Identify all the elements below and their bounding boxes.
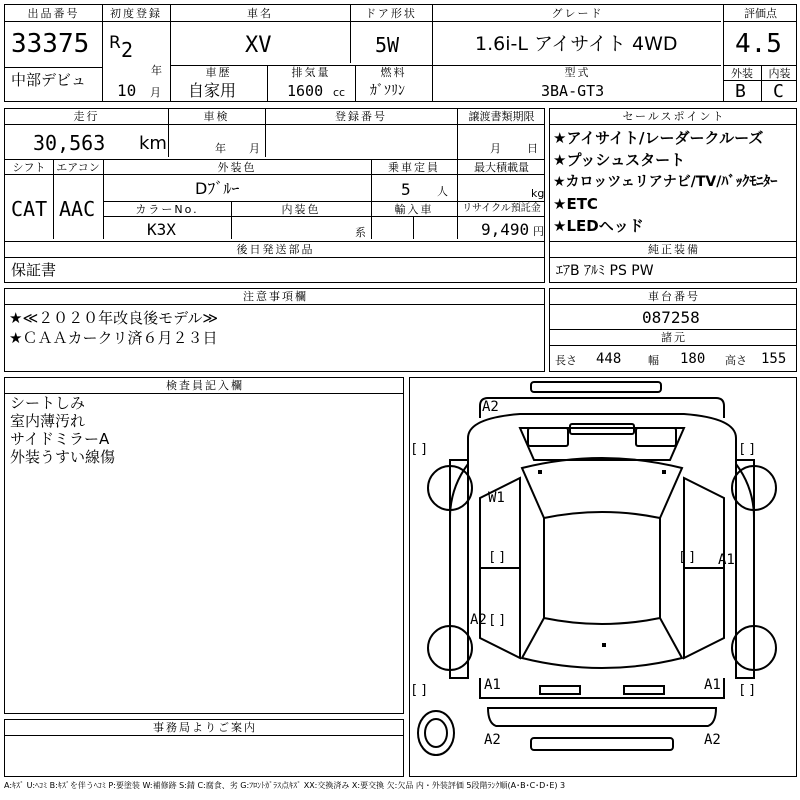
specs-label: 諸元 [661, 331, 687, 344]
damage-diagram [409, 377, 797, 777]
seats-label: 乗車定員 [388, 161, 440, 174]
mileage: 30,563 [33, 131, 106, 155]
color-no-label: カラーNo. [135, 203, 199, 216]
inspector-item: サイドミラーA [10, 430, 110, 448]
genuine-label: 純正装備 [648, 243, 700, 256]
score-label: 評価点 [744, 7, 777, 20]
load-unit: kg [531, 187, 545, 200]
interior-score: C [773, 81, 784, 102]
mileage-label: 走行 [73, 110, 100, 123]
width-label: 幅 [648, 354, 659, 367]
ac-label: エアコン [56, 161, 100, 174]
inspection-month-unit: 月 [249, 142, 260, 155]
sales-point-item: ★カロッツェリアナビ/TV/ﾊﾞｯｸﾓﾆﾀｰ [553, 174, 778, 190]
damage-mark: A1 [484, 677, 501, 693]
recycle: 9,490 [481, 220, 530, 239]
mileage-unit: km [139, 133, 167, 154]
era: R [109, 33, 121, 53]
damage-mark: A2 [484, 732, 501, 748]
displacement-label: 排気量 [291, 66, 331, 79]
width: 180 [680, 351, 706, 367]
int-color-unit: 系 [355, 226, 366, 239]
seats-unit: 人 [437, 185, 448, 198]
grade-label: グレード [551, 7, 604, 20]
sales-point-item: ★ETC [553, 195, 598, 213]
color-label: 外装色 [217, 161, 257, 174]
inspector-item: シートしみ [10, 394, 86, 412]
model-label: 型式 [564, 66, 591, 79]
lot-no-label: 出品番号 [27, 7, 80, 20]
sales-point-item: ★アイサイト/レーダークルーズ [553, 129, 764, 147]
shift: CAT [11, 197, 48, 221]
sales-points-label: セールスポイント [622, 110, 726, 123]
first-reg-year: 2 [121, 38, 134, 62]
bracket: [ ] [412, 442, 427, 457]
bracket: [ ] [740, 442, 755, 457]
bracket: [ ] [490, 613, 505, 628]
interior-label: 内装 [768, 67, 791, 80]
transfer-day-unit: 日 [527, 142, 538, 155]
door-label: ドア形状 [365, 7, 417, 20]
fuel: ｶﾞｿﾘﾝ [370, 83, 405, 99]
damage-mark: A2 [704, 732, 721, 748]
ac: AAC [59, 197, 96, 221]
inspector-item: 室内薄汚れ [10, 412, 86, 430]
inspector-block [4, 377, 404, 714]
fuel-label: 燃料 [380, 66, 407, 79]
office-label: 事務局よりご案内 [153, 721, 257, 734]
chassis-block [549, 288, 797, 372]
length-label: 長さ [555, 354, 577, 367]
seats: 5 [401, 180, 411, 199]
exterior-score: B [735, 81, 746, 102]
legend: A:ｷｽﾞ U:ﾍｺﾐ B:ｷｽﾞを伴うﾍｺﾐ P:要塗装 W:補修跡 S:錆 C:腐食、劣 G:ﾌﾛﾝﾄｶﾞﾗｽ点ｷｽﾞ XX:交換済み X:要交換 欠:欠品 内・外装評価 5段階ﾗﾝｸ順(A･B･C･D･E) 3 [4, 781, 566, 790]
import-label: 輸入車 [394, 203, 434, 216]
door: 5W [375, 33, 400, 57]
debut-label: 中部デビュ [11, 71, 87, 89]
color-no: K3X [147, 220, 176, 239]
damage-mark: A1 [718, 552, 735, 568]
shift-label: シフト [12, 161, 46, 174]
notes-block [4, 288, 545, 372]
accessories-label: 後日発送部品 [236, 243, 315, 256]
score: 4.5 [735, 29, 782, 59]
reg-no-label: 登録番号 [335, 110, 387, 123]
header-block [4, 4, 797, 102]
bracket: [ ] [412, 683, 427, 698]
recycle-unit: 円 [533, 225, 544, 238]
damage-mark: A1 [704, 677, 721, 693]
exterior-label: 外装 [731, 67, 753, 80]
bracket: [ ] [740, 683, 755, 698]
lot-no: 33375 [11, 29, 90, 59]
genuine-value: ｴｱB ｱﾙﾐ PS PW [556, 263, 654, 279]
inspector-item: 外装うすい線傷 [10, 448, 116, 466]
transfer-month-unit: 月 [490, 142, 501, 155]
office-block [4, 719, 404, 777]
car-name: XV [245, 33, 272, 58]
color: Dﾌﾞﾙｰ [195, 179, 240, 198]
month-unit: 月 [150, 86, 161, 99]
year-unit: 年 [151, 64, 162, 77]
damage-mark: A2 [470, 612, 487, 628]
length: 448 [596, 351, 622, 367]
first-reg-label: 初度登録 [110, 7, 162, 20]
history: 自家用 [188, 81, 237, 100]
car-name-label: 車名 [247, 7, 273, 20]
model: 3BA-GT3 [541, 82, 605, 100]
first-reg-month: 10 [117, 81, 137, 100]
inspection-year-unit: 年 [215, 142, 226, 155]
car-outline-diagram [410, 378, 795, 775]
note-item: ★ＣＡＡカークリ済６月２３日 [9, 329, 218, 347]
accessories-value: 保証書 [11, 261, 57, 279]
height: 155 [761, 351, 787, 367]
int-color-label: 内装色 [281, 203, 321, 216]
sales-points-block [549, 108, 797, 283]
height-label: 高さ [725, 354, 747, 367]
displacement: 1600 [287, 82, 324, 100]
inspector-label: 検査員記入欄 [166, 379, 244, 392]
chassis-value: 087258 [642, 308, 700, 327]
notes-label: 注意事項欄 [243, 290, 308, 303]
bracket: [ ] [490, 550, 505, 565]
sales-point-item: ★LEDヘッド [553, 217, 644, 235]
damage-mark: W1 [488, 490, 505, 506]
grade: 1.6i-L アイサイト 4WD [475, 33, 678, 55]
recycle-label: リサイクル預託金 [462, 203, 541, 214]
load-label: 最大積載量 [474, 161, 529, 174]
vehicle-info-block [4, 108, 545, 283]
history-label: 車歴 [205, 66, 232, 79]
inspection-label: 車検 [203, 110, 230, 123]
transfer-label: 譲渡書類期限 [468, 110, 535, 123]
sales-point-item: ★プッシュスタート [553, 151, 686, 169]
chassis-label: 車台番号 [648, 290, 700, 303]
displacement-unit: cc [333, 86, 346, 99]
damage-mark: A2 [482, 399, 499, 415]
bracket: [ ] [680, 550, 695, 565]
note-item: ★≪２０２０年改良後モデル≫ [9, 309, 219, 327]
